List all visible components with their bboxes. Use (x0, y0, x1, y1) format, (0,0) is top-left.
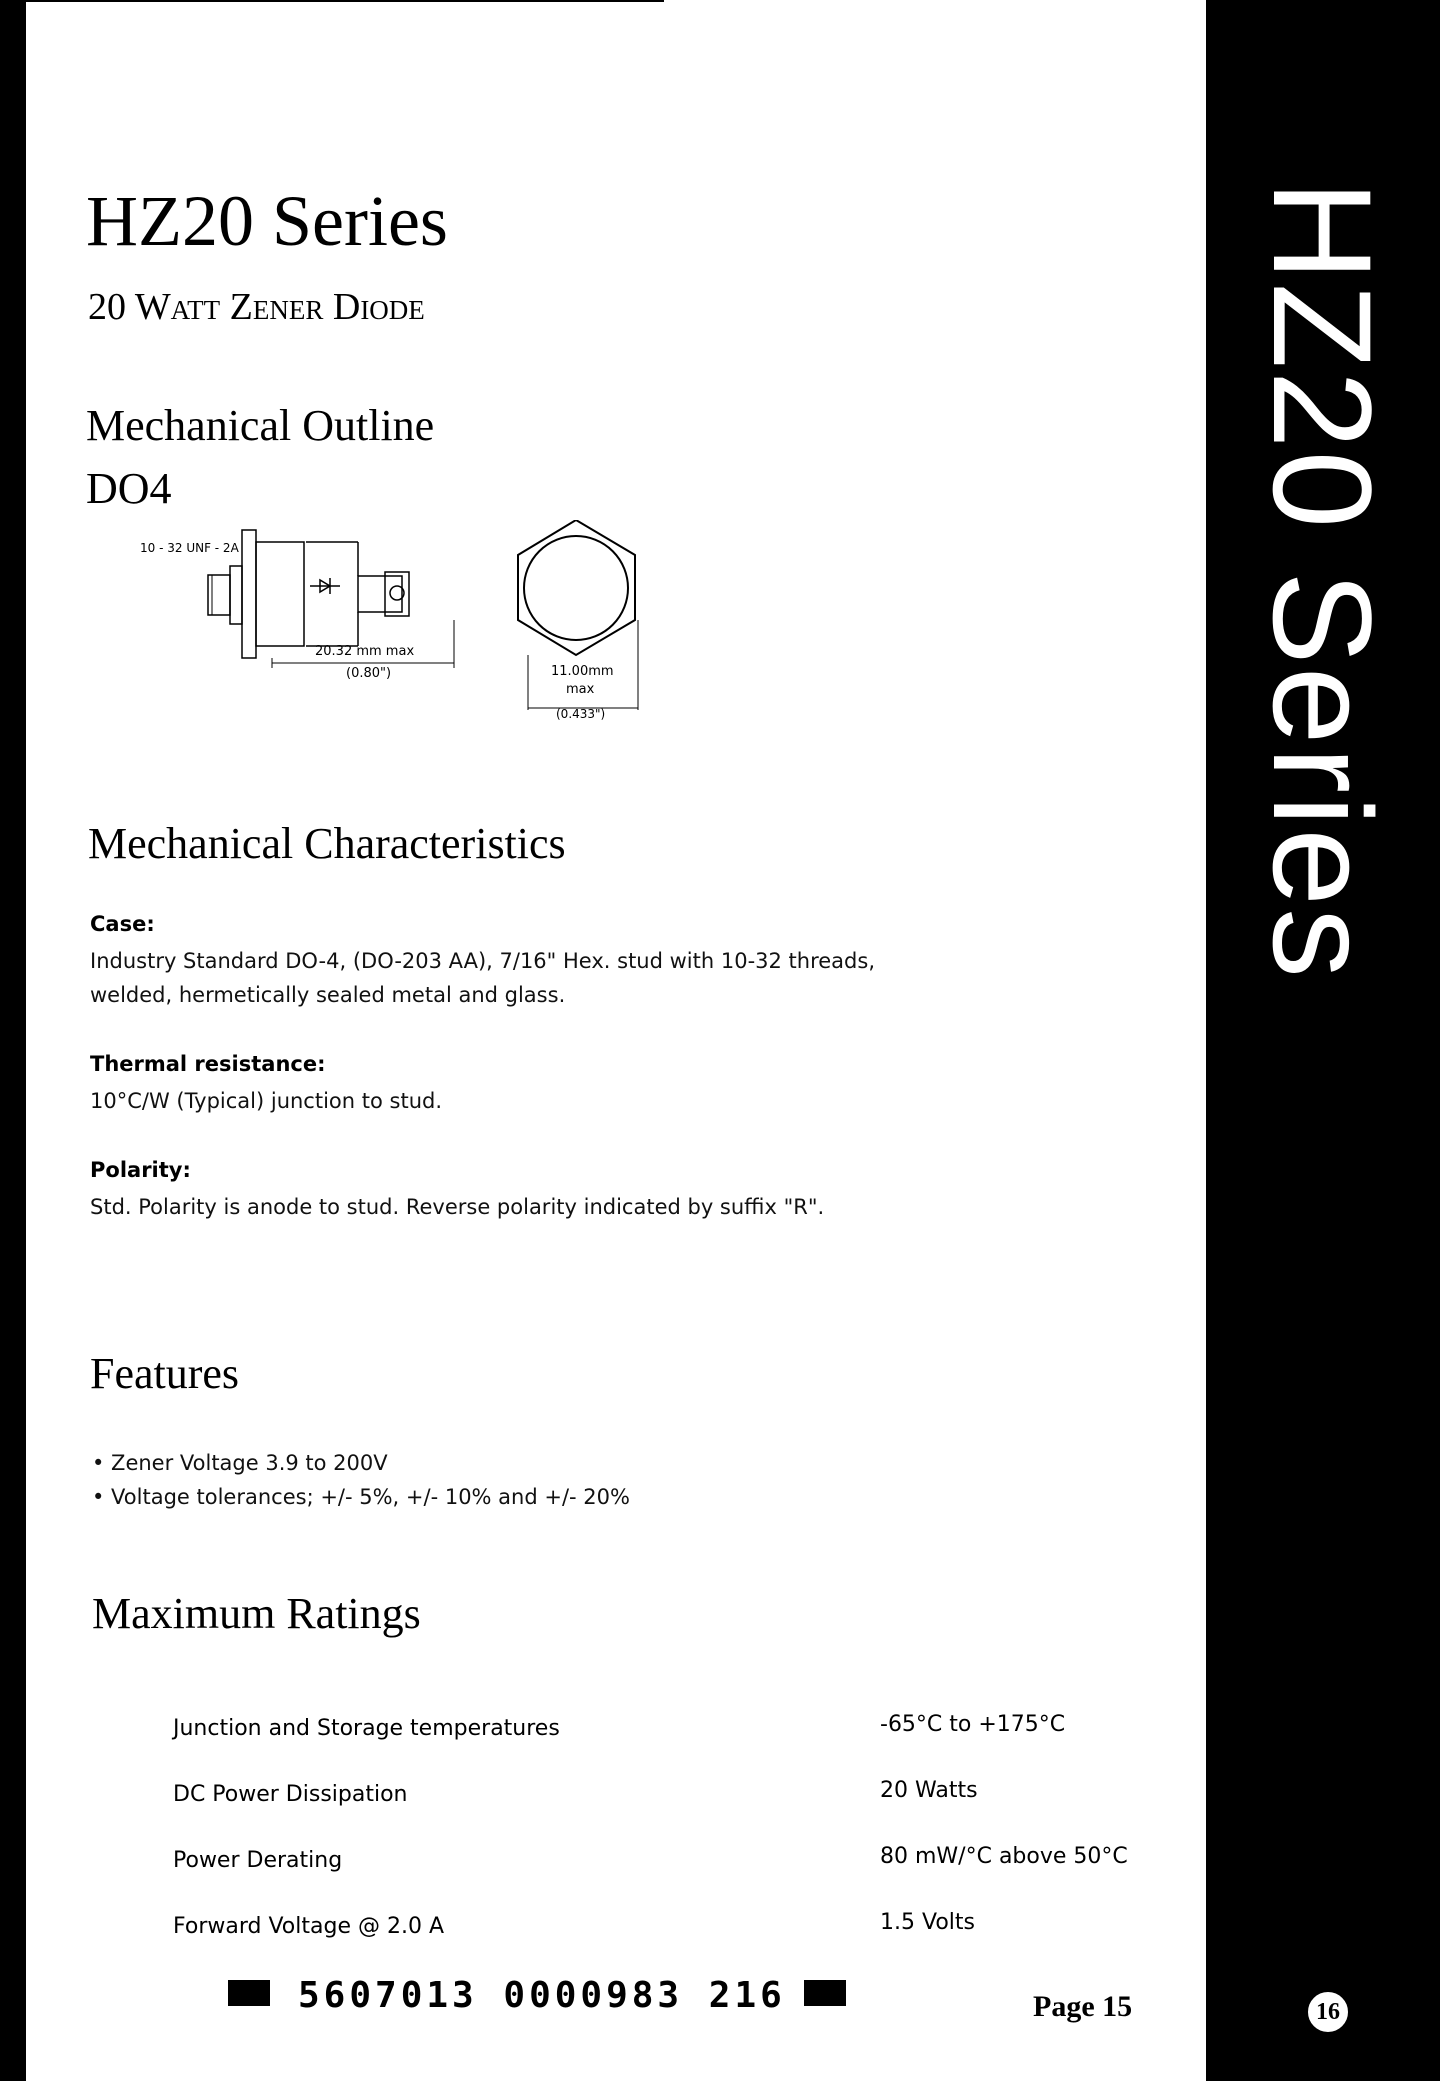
hex-flange (230, 566, 242, 624)
rating-value: 1.5 Volts (880, 1910, 975, 1935)
package-label: DO4 (86, 464, 172, 513)
outline-heading: Mechanical Outline (86, 401, 435, 450)
hex-end-view (518, 520, 635, 655)
hex-label: 11.00mm (551, 664, 614, 679)
case-text-line-1: Industry Standard DO-4, (DO-203 AA), 7/16" Hex. stud with 10-32 threads, (90, 949, 875, 973)
length-inch-label: (0.80") (346, 666, 392, 681)
hex-body (242, 530, 256, 658)
case-label: Case: (90, 912, 155, 936)
case-text-line-2: welded, hermetically sealed metal and glass. (90, 983, 566, 1007)
rating-label: Forward Voltage @ 2.0 A (173, 1914, 445, 1939)
thermal-text: 10°C/W (Typical) junction to stud. (90, 1089, 443, 1113)
characteristics-heading: Mechanical Characteristics (88, 819, 566, 868)
top-rule (26, 0, 664, 2)
rating-label: Junction and Storage temperatures (173, 1716, 560, 1741)
length-label: 20.32 mm max (315, 644, 415, 659)
rating-value: 80 mW/°C above 50°C (880, 1844, 1128, 1869)
page-number: Page 15 (1033, 1990, 1133, 2023)
glass-body (256, 542, 304, 646)
mechanical-outline-diagram (130, 520, 650, 730)
rating-value: -65°C to +175°C (880, 1712, 1066, 1737)
feature-item: • Zener Voltage 3.9 to 200V (92, 1451, 388, 1475)
hex-max-label: max (566, 682, 595, 697)
features-heading: Features (90, 1349, 240, 1398)
page-subtitle: 20 Watt Zener Diode (88, 286, 425, 328)
barcode-block-right (804, 1980, 846, 2006)
rating-label: DC Power Dissipation (173, 1782, 408, 1807)
thermal-label: Thermal resistance: (90, 1052, 326, 1076)
polarity-text: Std. Polarity is anode to stud. Reverse polarity indicated by suffix "R". (90, 1195, 825, 1219)
thread-label: 10 - 32 UNF - 2A (140, 541, 239, 555)
terminal-lug (385, 572, 409, 616)
wave-icon (1210, 1995, 1310, 2025)
barcode-text: 5607013 0000983 216 (298, 1975, 786, 2016)
hex-inch-label: (0.433") (556, 707, 606, 721)
lead-terminal (358, 576, 402, 612)
zener-symbol-icon (310, 578, 340, 594)
sidebar-series-title: HZ20 Series (1244, 180, 1401, 981)
page-title: HZ20 Series (86, 181, 448, 261)
ratings-heading: Maximum Ratings (92, 1589, 421, 1638)
polarity-label: Polarity: (90, 1158, 191, 1182)
feature-item: • Voltage tolerances; +/- 5%, +/- 10% and +/- 20% (92, 1485, 630, 1509)
barcode-block-left (228, 1980, 270, 2006)
rating-value: 20 Watts (880, 1778, 978, 1803)
rating-label: Power Derating (173, 1848, 343, 1873)
page-badge: 16 (1306, 1990, 1350, 2034)
stud-thread (208, 575, 230, 615)
